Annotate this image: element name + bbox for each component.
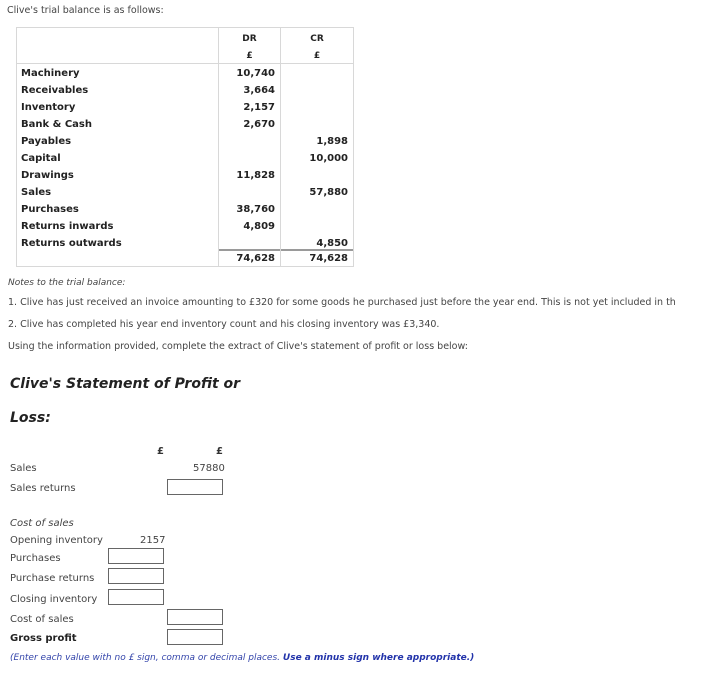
tb-dr-value: 10,740 [236,68,275,79]
tb-account: Purchases [21,204,79,215]
footer-text: (Enter each value with no £ sign, comma or decimal places. [10,653,281,663]
tb-dr-value: 2,157 [243,102,275,113]
tb-dr-value: 3,664 [243,85,275,96]
trial-balance-table [16,27,354,267]
tb-account: Returns outwards [21,238,122,249]
statement-title-cont: Loss: [10,410,51,426]
cost-of-sales-input[interactable] [167,609,223,625]
instruction-text: Using the information provided, complete the extract of Clive's statement of profit or loss below: [8,341,468,352]
tb-dr-value: 11,828 [236,170,275,181]
tb-dr-value: 2,670 [243,119,275,130]
tb-account: Sales [21,187,52,198]
gross-profit-label: Gross profit [10,633,77,644]
tb-dr-value: 4,809 [243,221,275,232]
tb-account: Bank & Cash [21,119,92,130]
header-cr: CR [310,34,324,44]
purchase-returns-input[interactable] [108,568,164,584]
total-line-cr [281,249,353,251]
opening-inventory-value: 2157 [140,535,166,546]
header-dr: DR [242,34,257,44]
instruction-footer [10,653,474,663]
tb-cr-value: 10,000 [309,153,348,164]
table-border-bottom [16,266,354,267]
cost-of-sales-label: Cost of sales [10,614,74,625]
tb-account: Inventory [21,102,76,113]
currency-dr: £ [246,51,253,61]
tb-account: Receivables [21,85,89,96]
column-2-currency: £ [216,446,223,457]
note-2: 2. Clive has completed his year end inventory count and his closing inventory was £3,340. [8,319,440,330]
table-header-divider [16,63,354,64]
tb-cr-value: 4,850 [316,238,348,249]
opening-inventory-label: Opening inventory [10,535,103,546]
tb-total-cr: 74,628 [309,253,348,264]
tb-account: Returns inwards [21,221,114,232]
purchases-input[interactable] [108,548,164,564]
purchases-label: Purchases [10,553,61,564]
closing-inventory-input[interactable] [108,589,164,605]
intro-text: Clive's trial balance is as follows: [7,5,164,16]
tb-total-dr: 74,628 [236,253,275,264]
sales-value: 57880 [193,463,225,474]
currency-cr: £ [313,51,321,61]
notes-title: Notes to the trial balance: [8,278,126,288]
tb-cr-value: 1,898 [316,136,348,147]
tb-cr-value: 57,880 [309,187,348,198]
cost-of-sales-heading: Cost of sales [10,518,74,529]
gross-profit-input[interactable] [167,629,223,645]
footer-bold-text: Use a minus sign where appropriate.) [282,653,475,663]
table-border-top [16,27,354,28]
note-1: 1. Clive has just received an invoice amounting to £320 for some goods he purchased just before the year end. This is not yet included in th [8,297,676,308]
statement-title: Clive's Statement of Profit or [10,376,241,392]
sales-returns-label: Sales returns [10,483,76,494]
column-1-currency: £ [157,446,164,457]
sales-returns-input[interactable] [167,479,223,495]
tb-account: Drawings [21,170,74,181]
closing-inventory-label: Closing inventory [10,594,98,605]
tb-dr-value: 38,760 [236,204,275,215]
sales-label: Sales [10,463,37,474]
purchase-returns-label: Purchase returns [10,573,95,584]
tb-account: Capital [21,153,61,164]
tb-account: Payables [21,136,72,147]
total-line-dr [219,249,280,251]
tb-account: Machinery [21,68,80,79]
